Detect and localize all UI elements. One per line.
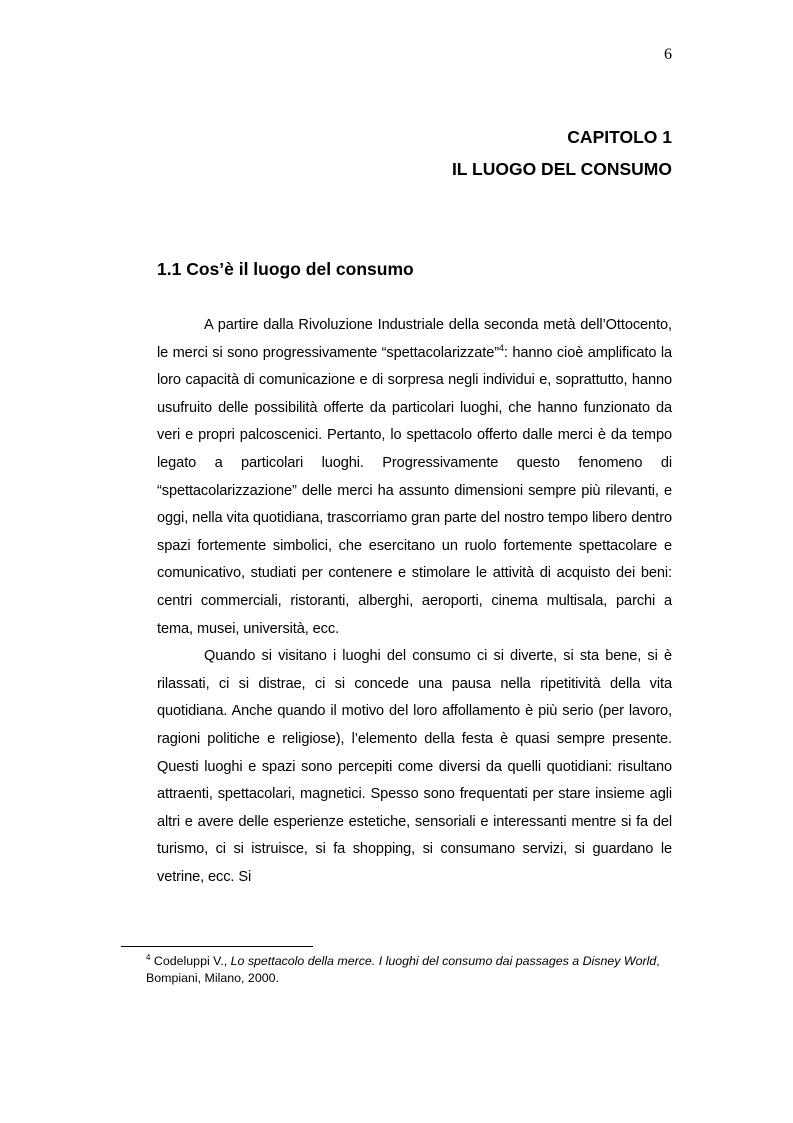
footnote-separator: [121, 946, 313, 947]
body-text: [157, 312, 672, 891]
footnote-publication: , Bompiani, Milano, 2000.: [146, 954, 660, 985]
footnote-book-title: Lo spettacolo della merce. I luoghi del consumo dai passages a Disney World: [230, 954, 657, 968]
chapter-label: CAPITOLO 1: [567, 127, 672, 147]
paragraph-1-text-after-note: : hanno cioè amplificato la loro capacità di comunicazione e di sorpresa negli individui e, soprattutto, hanno usufruito delle possibilità offerte da particolari luoghi, che hanno funzionato da veri e propri palcoscenici. Pertanto, lo spettacolo offerto dalle merci è da tempo legato a particolari luoghi. Progressivamente questo fenomeno di “spettacolarizzazione” delle merci ha assunto dimensioni sempre più rilevanti, e oggi, nella vita quotidiana, trascorriamo gran parte del nostro tempo libero dentro spazi fortemente simbolici, che esercitano un ruolo fortemente spettacolare e comunicativo, studiati per contenere e stimolare le attività di acquisto dei beni: centri commerciali, ristoranti, alberghi, aeroporti, cinema multisala, parchi a tema, musei, università, ecc.: [157, 344, 672, 637]
page-number: 6: [664, 46, 672, 63]
chapter-title: IL LUOGO DEL CONSUMO: [451, 159, 672, 179]
paragraph-1-text-before-note: A partire dalla Rivoluzione Industriale della seconda metà dell’Ottocento, le merci si sono progressivamente “spettacolarizzate”: [157, 317, 672, 361]
footnote: [146, 953, 672, 987]
paragraph-1: [157, 312, 672, 643]
paragraph-2: Quando si visitano i luoghi del consumo ci si diverte, si sta bene, si è rilassati, ci si distrae, ci si concede una pausa nella ripetitività della vita quotidiana. Anche quando il motivo del loro affollamento è più serio (per lavoro, ragioni politiche e religiose), l’elemento della festa è quasi sempre presente. Questi luoghi e spazi sono percepiti come diversi da quelli quotidiani: risultano attraenti, spettacolari, magnetici. Spesso sono frequentati per stare insieme agli altri e avere delle esperienze estetiche, sensoriali e interessanti mentre si fa del turismo, ci si istruisce, si fa shopping, si consumano servizi, si guardano le vetrine, ecc. Si: [157, 648, 672, 885]
footnote-number: 4: [146, 952, 151, 962]
footnote-reference[interactable]: 4: [498, 342, 504, 353]
chapter-heading: [452, 121, 672, 185]
section-title: 1.1 Cos’è il luogo del consumo: [157, 259, 414, 279]
footnote-author: Codeluppi V.,: [153, 954, 231, 968]
